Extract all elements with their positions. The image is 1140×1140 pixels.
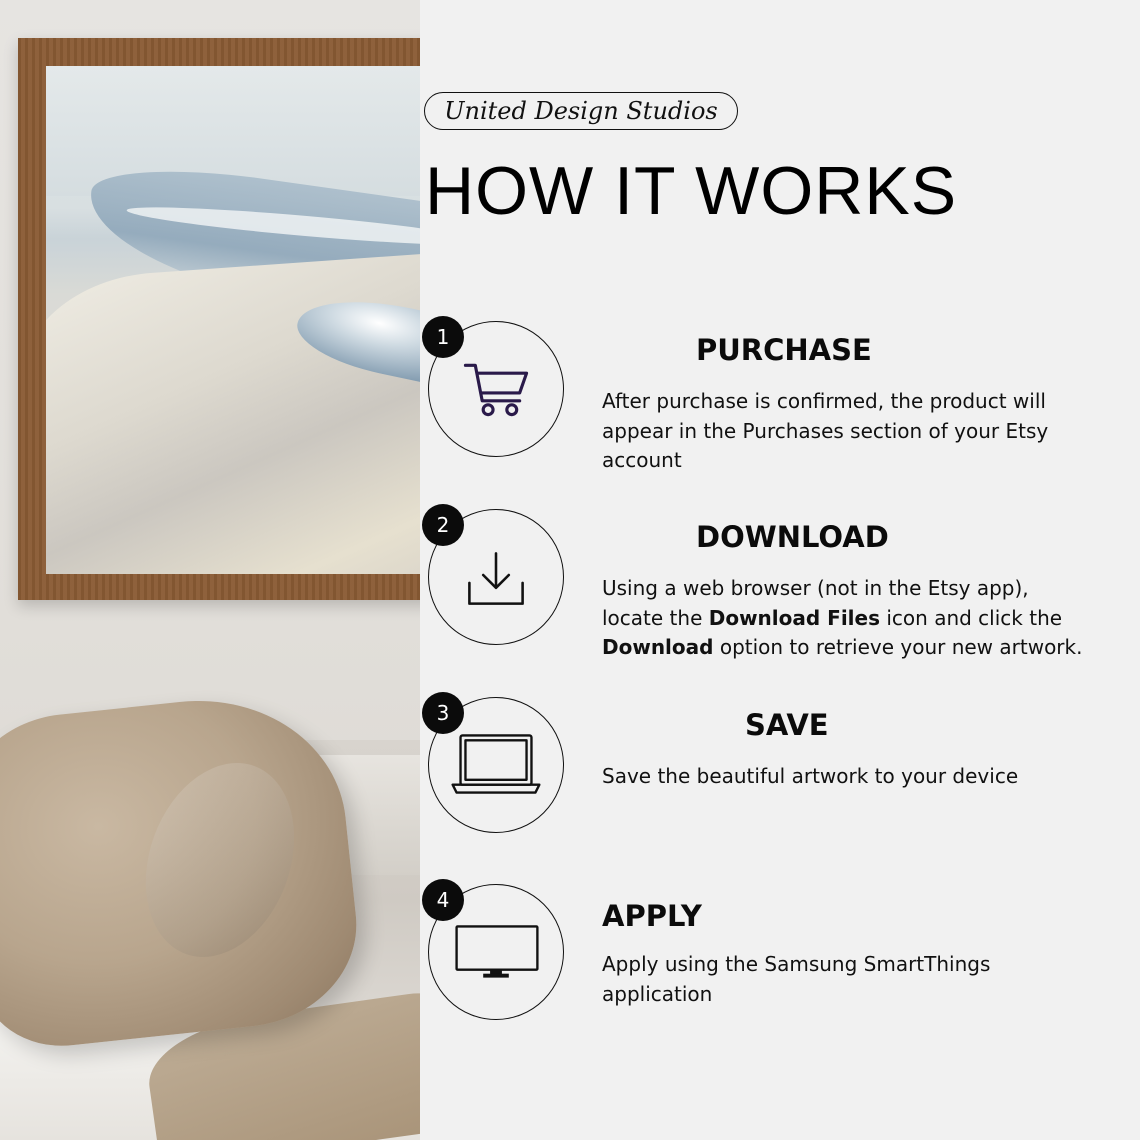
step-1-heading: PURCHASE <box>696 333 872 367</box>
download-files-bold: Download Files <box>708 605 881 630</box>
step-2-text-part: icon and click the <box>880 605 1063 630</box>
wooden-frame <box>18 38 420 600</box>
page-title: HOW IT WORKS <box>425 153 958 229</box>
download-bold: Download <box>602 635 714 659</box>
interior-photo <box>0 0 420 1140</box>
step-2-heading: DOWNLOAD <box>696 520 889 554</box>
brand-badge: United Design Studios <box>424 92 738 130</box>
step-2-number: 2 <box>422 504 464 546</box>
step-2-text-part: option to retrieve your new artwork. <box>713 635 1083 659</box>
step-2-description <box>602 574 1092 663</box>
step-4-number: 4 <box>422 879 464 921</box>
seascape-painting <box>46 66 420 574</box>
step-3-number: 3 <box>422 692 464 734</box>
step-3-heading: SAVE <box>745 708 829 742</box>
step-4-description: Apply using the Samsung SmartThings application <box>602 952 991 1006</box>
step-1-number: 1 <box>422 316 464 358</box>
step-1-description: After purchase is confirmed, the product will appear in the Purchases section of your Etsy account <box>602 389 1049 472</box>
step-2-text-part: Using a web browser (not in the Etsy app), locate the <box>602 576 1029 630</box>
painting-sand <box>46 250 420 574</box>
step-4-heading: APPLY <box>602 899 702 933</box>
step-3-description: Save the beautiful artwork to your device <box>602 764 1019 788</box>
